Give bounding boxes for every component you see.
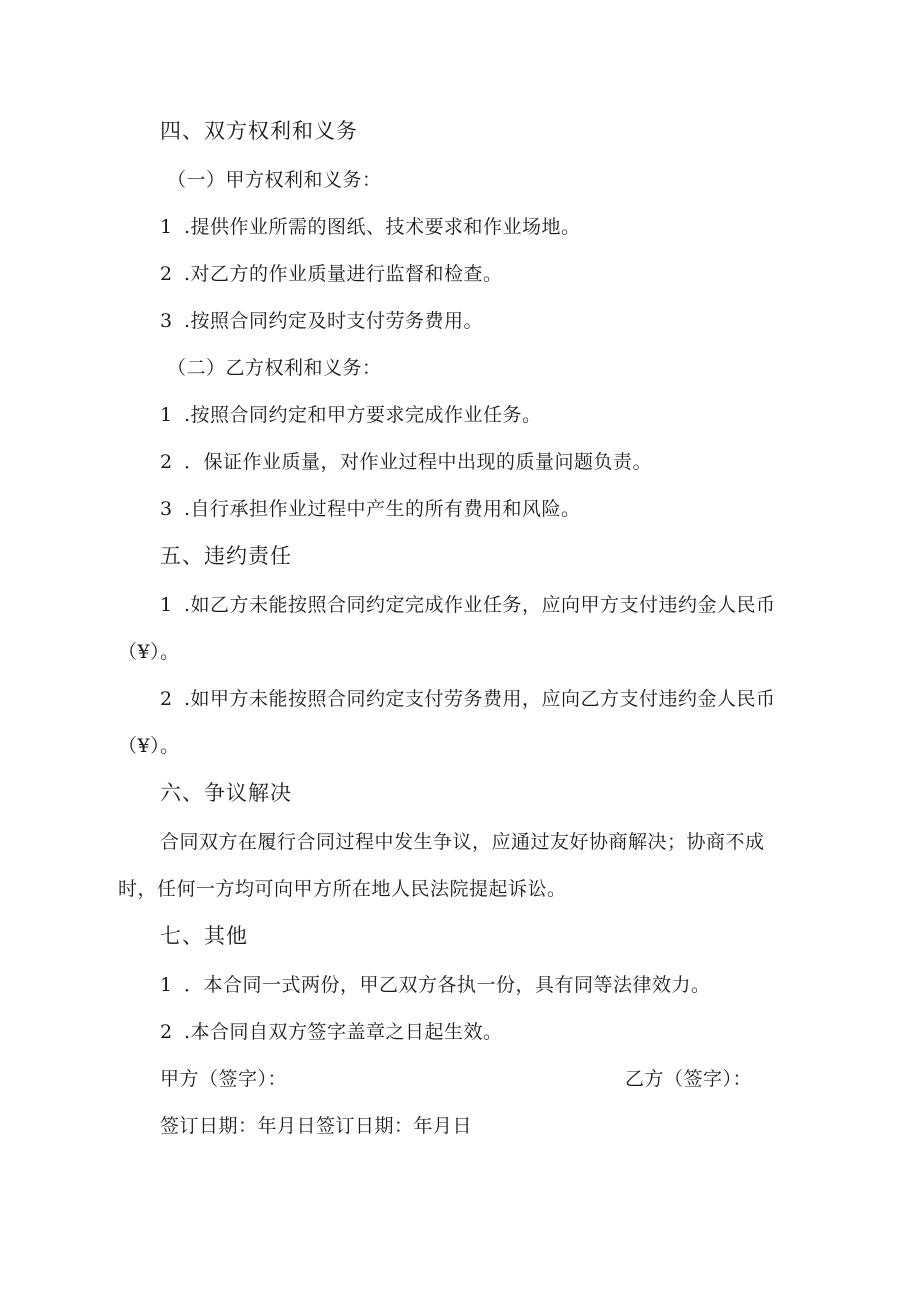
section-5-title: 五、违约责任	[160, 544, 292, 568]
party-b-item-1	[160, 403, 542, 427]
dispute-paragraph-line-2: 时，任何一方均可向甲方所在地人民法院提起诉讼。	[118, 878, 567, 900]
item-text: .如乙方未能按照合同约定完成作业任务，应向甲方支付违约金人民币	[184, 594, 776, 616]
item-number: 1	[160, 974, 173, 996]
party-a-item-3	[160, 309, 483, 333]
party-a-item-1	[160, 215, 581, 239]
party-b-heading: （二）乙方权利和义务：	[167, 357, 382, 379]
item-text: ．保证作业质量，对作业过程中出现的质量问题负责。	[184, 451, 653, 473]
item-text: .按照合同约定及时支付劳务费用。	[184, 310, 484, 332]
breach-item-1	[160, 593, 776, 617]
other-item-1	[160, 973, 711, 997]
section-6-title: 六、争议解决	[160, 781, 292, 805]
item-number: 3	[160, 498, 173, 520]
breach-item-2-continuation: （¥）。	[118, 735, 180, 757]
item-text: .自行承担作业过程中产生的所有费用和风险。	[184, 498, 581, 520]
item-number: 1	[160, 216, 173, 238]
item-text: .本合同自双方签字盖章之日起生效。	[184, 1021, 503, 1043]
item-number: 1	[160, 404, 173, 426]
signing-date-line: 签订日期：年月日签订日期：年月日	[160, 1115, 473, 1137]
other-item-2	[160, 1020, 503, 1044]
party-b-item-2	[160, 450, 652, 474]
item-text: .按照合同约定和甲方要求完成作业任务。	[184, 404, 542, 426]
party-b-item-3	[160, 497, 581, 521]
party-b-signature-label: 乙方（签字）：	[625, 1068, 753, 1090]
dispute-paragraph-line-1: 合同双方在履行合同过程中发生争议，应通过友好协商解决；协商不成	[160, 831, 765, 853]
item-text: .提供作业所需的图纸、技术要求和作业场地。	[184, 216, 581, 238]
section-4-title: 四、双方权利和义务	[160, 119, 358, 143]
item-number: 2	[160, 451, 173, 473]
breach-item-1-continuation: （¥）。	[118, 641, 180, 663]
breach-item-2	[160, 687, 776, 711]
item-number: 3	[160, 310, 173, 332]
signature-row	[160, 1067, 860, 1091]
party-a-signature-label: 甲方（签字）：	[160, 1068, 288, 1090]
section-7-title: 七、其他	[160, 924, 248, 948]
item-text: ．本合同一式两份，甲乙双方各执一份，具有同等法律效力。	[184, 974, 711, 996]
item-number: 2	[160, 1021, 173, 1043]
item-text: .对乙方的作业质量进行监督和检查。	[184, 263, 503, 285]
item-number: 2	[160, 263, 173, 285]
item-number: 2	[160, 688, 173, 710]
item-number: 1	[160, 594, 173, 616]
party-a-heading: （一）甲方权利和义务：	[167, 169, 382, 191]
item-text: .如甲方未能按照合同约定支付劳务费用，应向乙方支付违约金人民币	[184, 688, 776, 710]
party-a-item-2	[160, 262, 503, 286]
